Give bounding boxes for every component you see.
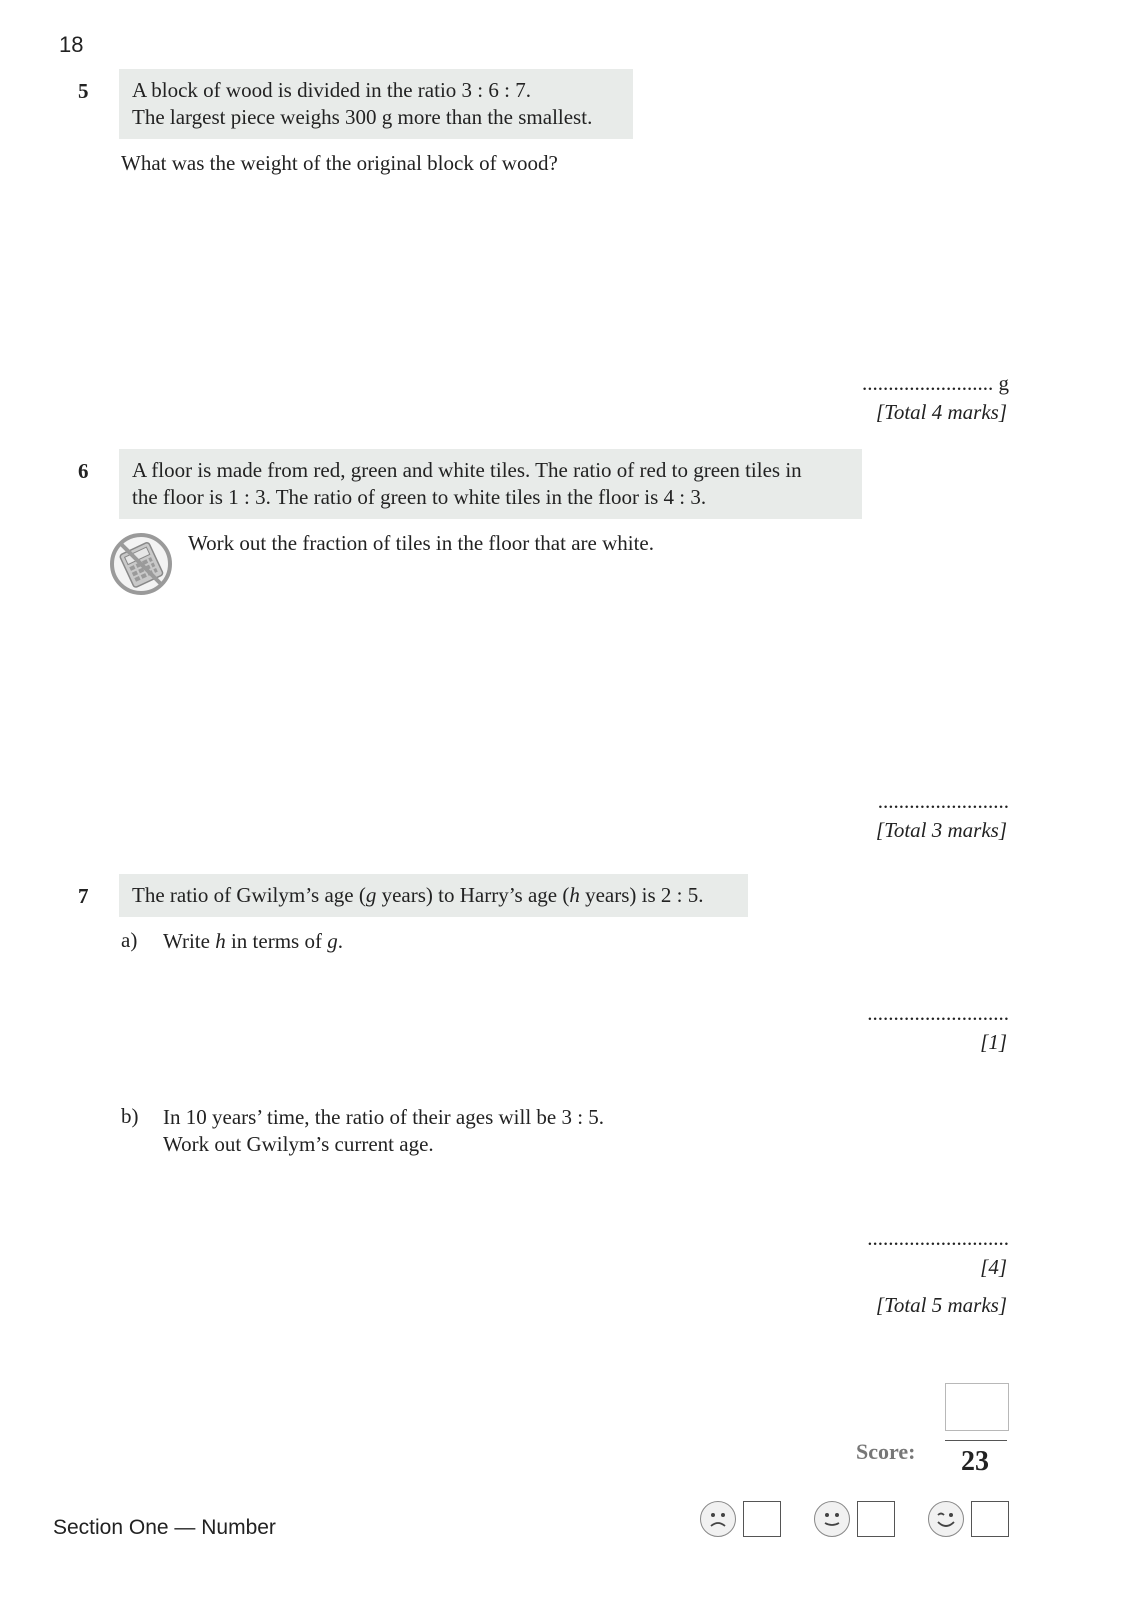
no-calculator-icon [108, 531, 174, 597]
question-7b-line-1: In 10 years’ time, the ratio of their ages will be 3 : 5. [163, 1105, 605, 1129]
question-7b-line-2: Work out Gwilym’s current age. [163, 1132, 434, 1156]
question-7-text-3: years) is 2 : 5. [579, 883, 704, 907]
question-5-total: [Total 4 marks] [875, 400, 1007, 424]
score-input-box[interactable] [945, 1383, 1009, 1431]
question-7a-label: a) [121, 928, 138, 952]
question-5-prompt: What was the weight of the original block of wood? [121, 151, 558, 175]
question-7-var-h: h [569, 883, 580, 907]
question-5-box [119, 69, 633, 139]
page-number: 18 [59, 32, 84, 57]
question-7b-marks: [4] [980, 1255, 1007, 1279]
question-6-answer-line[interactable]: ......................... [877, 789, 1009, 813]
question-5-number: 5 [78, 79, 89, 103]
question-5-line-2: The largest piece weighs 300 g more than the smallest. [132, 105, 593, 129]
sad-face-icon [700, 1501, 736, 1537]
question-6-total: [Total 3 marks] [875, 818, 1007, 842]
score-divider [945, 1440, 1007, 1441]
question-7-box [119, 874, 748, 917]
question-6-box [119, 449, 862, 519]
score-label: Score: [856, 1439, 916, 1464]
question-5-answer-line[interactable]: ......................... g [862, 371, 1009, 395]
question-7b-label: b) [121, 1104, 139, 1128]
question-7a-text-3: . [337, 929, 343, 953]
question-7-number: 7 [78, 884, 89, 908]
happy-face-icon [928, 1501, 964, 1537]
question-7a-marks: [1] [980, 1030, 1007, 1054]
question-7a-answer-line[interactable]: ........................... [867, 1001, 1009, 1025]
question-7a-var-h: h [215, 929, 226, 953]
question-5-line-1: A block of wood is divided in the ratio 3 : 6 : 7. [132, 78, 531, 102]
question-7-text-1: The ratio of Gwilym’s age ( [132, 883, 366, 907]
question-7a-var-g: g [327, 929, 338, 953]
sad-face-checkbox[interactable] [743, 1501, 781, 1537]
question-6-prompt: Work out the fraction of tiles in the floor that are white. [188, 531, 654, 555]
question-7-total: [Total 5 marks] [875, 1293, 1007, 1317]
question-7b-answer-line[interactable]: ........................... [867, 1226, 1009, 1250]
neutral-face-icon [814, 1501, 850, 1537]
question-7-var-g: g [365, 883, 377, 907]
question-7-text-2: years) to Harry’s age ( [376, 883, 570, 907]
question-6-number: 6 [78, 459, 89, 483]
section-footer: Section One — Number [53, 1516, 276, 1539]
question-7a-text-2: in terms of [225, 929, 328, 953]
neutral-face-checkbox[interactable] [857, 1501, 895, 1537]
question-6-line-2: the floor is 1 : 3. The ratio of green to white tiles in the floor is 4 : 3. [132, 485, 707, 509]
question-7b-text [163, 1104, 604, 1158]
question-7a-text [163, 928, 343, 955]
question-7a-text-1: Write [163, 929, 216, 953]
question-6-line-1: A floor is made from red, green and white tiles. The ratio of red to green tiles in [132, 458, 802, 482]
score-total: 23 [961, 1446, 989, 1477]
happy-face-checkbox[interactable] [971, 1501, 1009, 1537]
